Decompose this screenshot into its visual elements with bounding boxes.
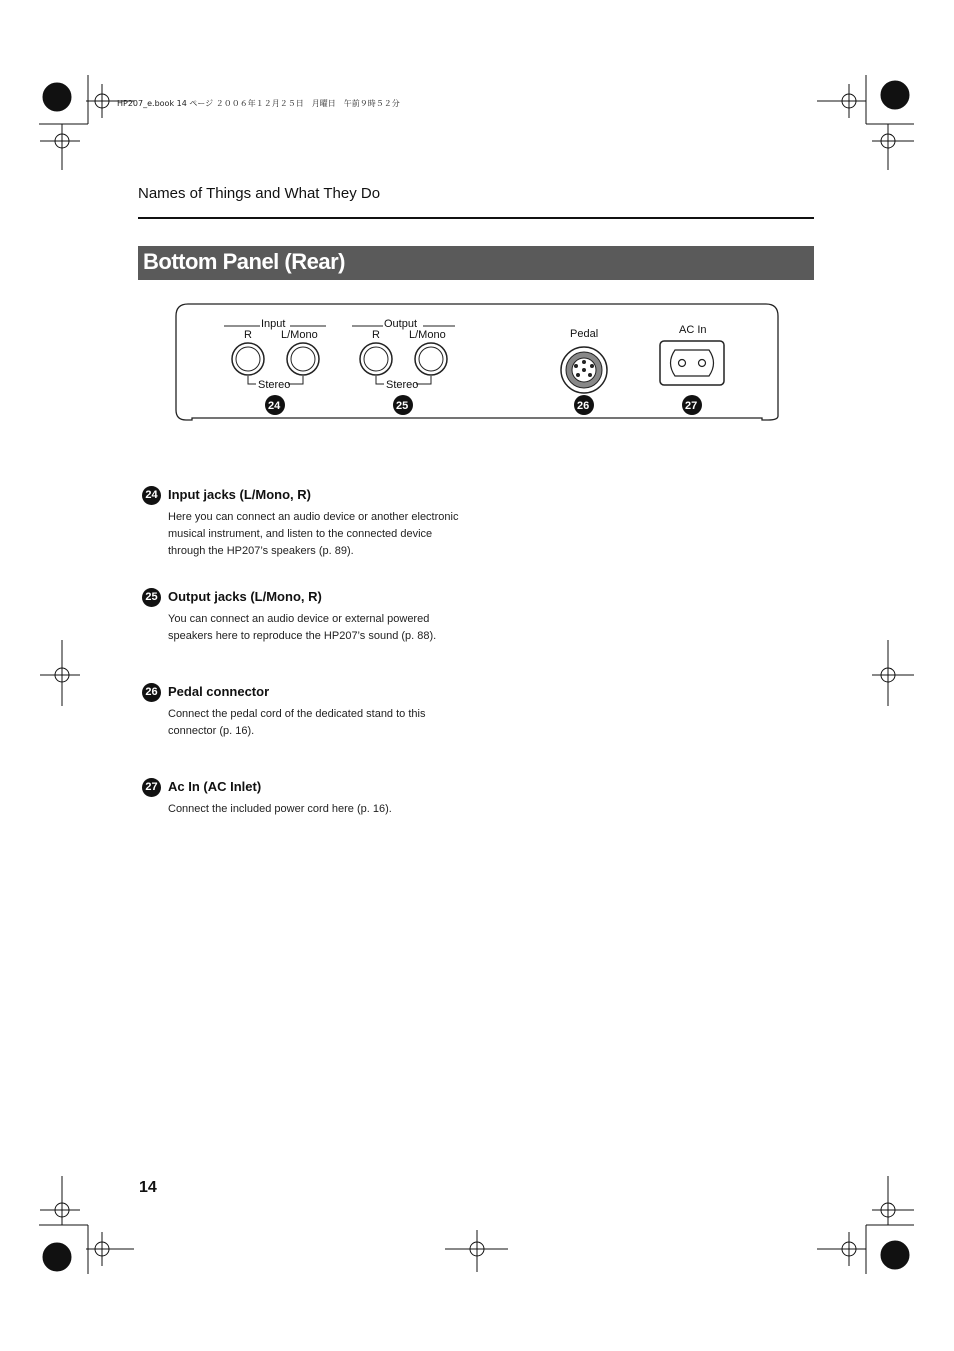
section-label: Names of Things and What They Do	[138, 185, 381, 202]
item-title: Input jacks (L/Mono, R)	[168, 487, 311, 502]
item-title: Output jacks (L/Mono, R)	[168, 589, 322, 604]
input-number-text: 24	[268, 400, 281, 412]
ac-in-label: AC In	[679, 324, 707, 336]
ac-in-number-text: 27	[685, 400, 698, 412]
item-body: You can connect an audio device or external powered speakers here to reproduce the HP207’s sound (p. 88).	[168, 613, 437, 642]
title-bar	[138, 246, 814, 280]
item-body: Connect the pedal cord of the dedicated stand to this connector (p. 16).	[168, 708, 426, 737]
input-r-label: R	[244, 329, 252, 341]
header-rule	[138, 217, 814, 219]
item-number-badge: 27	[142, 778, 161, 797]
rear-panel-diagram	[170, 300, 782, 426]
output-stereo-label: Stereo	[386, 379, 419, 391]
item-number-badge: 25	[142, 588, 161, 607]
pedal-label: Pedal	[570, 328, 599, 340]
output-number-text: 25	[396, 400, 409, 412]
input-jack-r	[232, 343, 264, 375]
input-group-label: Input	[261, 318, 286, 330]
output-lmono-label: L/Mono	[409, 329, 446, 341]
output-group-label: Output	[384, 318, 418, 330]
input-jack-lmono	[287, 343, 319, 375]
item-title: Ac In (AC Inlet)	[168, 779, 262, 794]
pedal-connector	[561, 347, 607, 393]
item-title: Pedal connector	[168, 684, 270, 699]
ac-inlet	[660, 341, 724, 385]
item-body: Connect the included power cord here (p. 16).	[168, 803, 392, 815]
page-title: Bottom Panel (Rear)	[143, 249, 345, 274]
input-lmono-label: L/Mono	[281, 329, 318, 341]
input-stereo-label: Stereo	[258, 379, 291, 391]
pedal-number-text: 26	[577, 400, 590, 412]
print-header: HP207_e.book 14 ページ ２００６年１２月２５日 月曜日 午前９時５２分	[117, 99, 400, 108]
output-r-label: R	[372, 329, 380, 341]
item-body: Here you can connect an audio device or another electronic musical instrument, and listen to the connected device through the HP207’s speakers (p. 89).	[168, 511, 459, 557]
output-jack-lmono	[415, 343, 447, 375]
item-number-badge: 24	[142, 486, 161, 505]
output-jack-r	[360, 343, 392, 375]
page-number: 14	[139, 1179, 157, 1196]
item-number-badge: 26	[142, 683, 161, 702]
